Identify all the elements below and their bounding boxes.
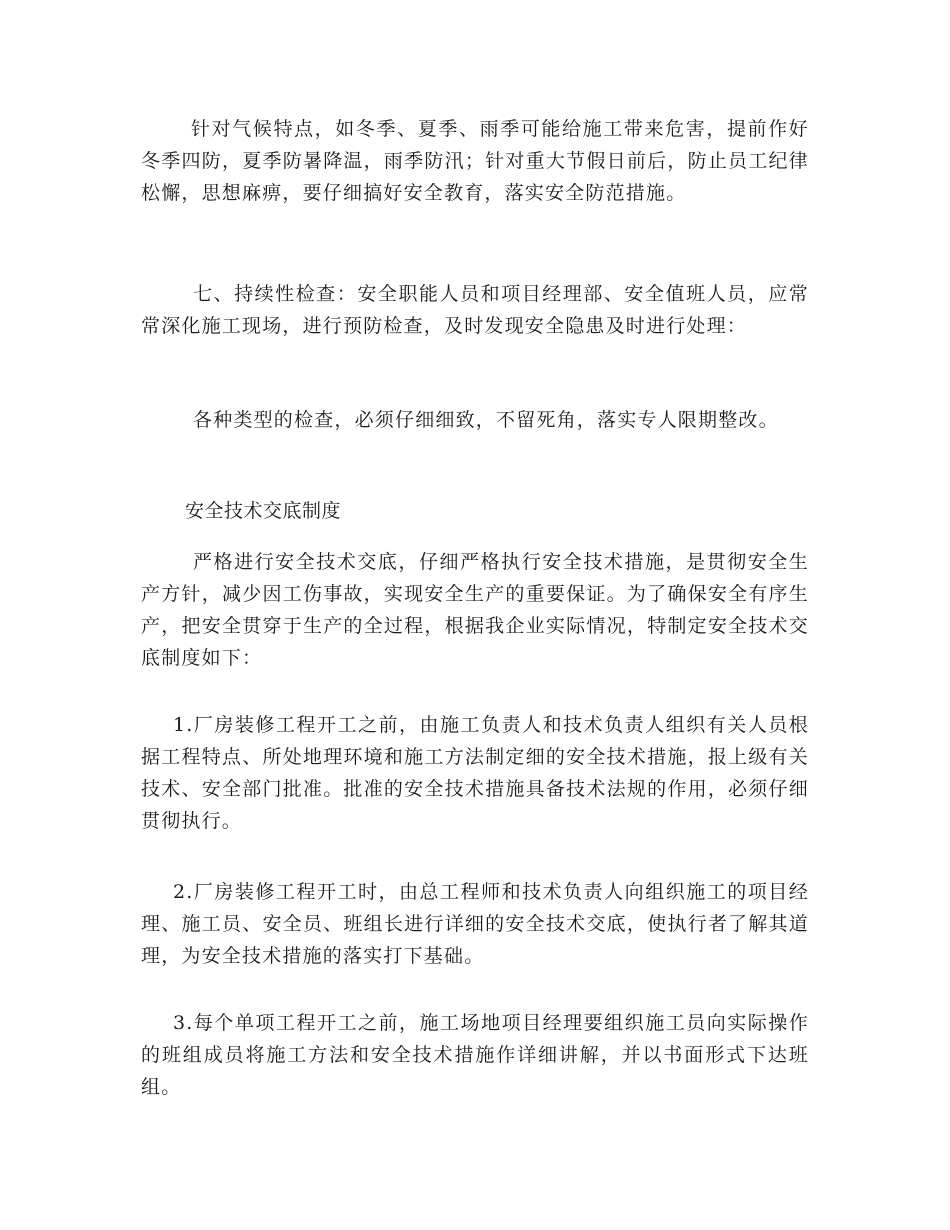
paragraph-climate-precautions: 针对气候特点，如冬季、夏季、雨季可能给施工带来危害，提前作好冬季四防，夏季防暑降温，雨季防汛；针对重大节假日前后，防止员工纪律松懈，思想麻痹，要仔细搞好安全教育，落实安全防范措施。 bbox=[141, 118, 809, 204]
paragraph-item-1: 1.厂房装修工程开工之前，由施工负责人和技术负责人组织有关人员根据工程特点、所处地理环境和施工方法制定细的安全技术措施，报上级有关技术、安全部门批准。批准的安全技术措施具备技术法规的作用，必须仔细贯彻执行。 bbox=[141, 714, 809, 832]
paragraph-inspection-requirements: 各种类型的检查，必须仔细细致，不留死角，落实专人限期整改。 bbox=[193, 409, 779, 431]
paragraph-continuous-inspection: 七、持续性检查：安全职能人员和项目经理部、安全值班人员，应常常深化施工现场，进行预防检查，及时发现安全隐患及时进行处理： bbox=[141, 283, 809, 337]
section-heading: 安全技术交底制度 bbox=[185, 500, 342, 522]
paragraph-item-3: 3.每个单项工程开工之前，施工场地项目经理要组织施工员向实际操作的班组成员将施工方法和安全技术措施作详细讲解，并以书面形式下达班组。 bbox=[141, 1012, 809, 1098]
paragraph-technical-briefing-intro: 严格进行安全技术交底，仔细严格执行安全技术措施，是贯彻安全生产方针，减少因工伤事故，实现安全生产的重要保证。为了确保安全有序生产，把安全贯穿于生产的全过程，根据我企业实际情况，特制定安全技术交底制度如下： bbox=[141, 551, 809, 669]
paragraph-item-2: 2.厂房装修工程开工时，由总工程师和技术负责人向组织施工的项目经理、施工员、安全员、班组长进行详细的安全技术交底，使执行者了解其道理，为安全技术措施的落实打下基础。 bbox=[141, 881, 809, 967]
